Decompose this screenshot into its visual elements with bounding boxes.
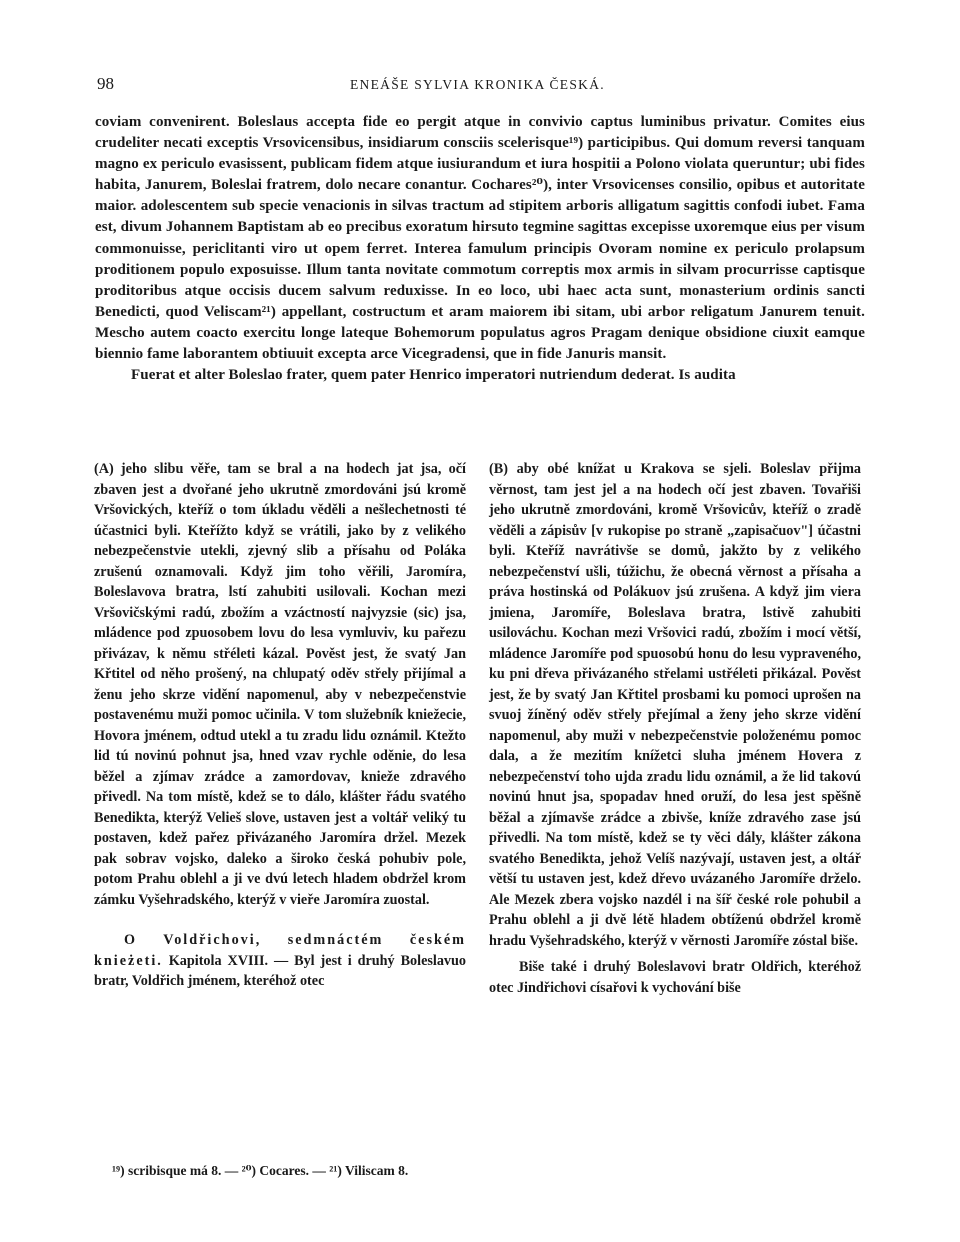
latin-text-block xyxy=(95,112,865,386)
footnotes: ¹⁹) scribisque má 8. — ²⁰) Cocares. — ²¹) Viliscam 8. xyxy=(112,1163,409,1178)
page-number: 98 xyxy=(97,74,114,93)
czech-column-b xyxy=(489,459,861,998)
column-a-paragraph: (A) jeho slibu věře, tam se bral a na hodech jat jsa, očí zbaven jest a dvořané jeho ukrutně zmordováni jsú kromě Vršovických, kteříž o tom úkladu věděli a nešlechetnosti té účastnici byli. Kteřížto když se vrátili, jako by z velikého nebezpečenstvie utekli, zjevný slib a přísahu od Poláka zrušenú oznamovali. Když jim toho věřili, Jaromíra, Boleslavova bratra, lstí zahubiti usilovali. Kochan mezi Vršovičskými radú, zbožím a vzáctností najvyzsie (sic) jsa, mládence pod zpuosobem lovu do lesa vymluviv, ku pařezu přivázav, k němu střéleti kázal. Pověst jest, že svatý Jan Křtitel od něho prošený, na chlupatý oděv střely přijímal a ženu jeho skrze vidění napomenul, aby v nebezpečenstvie postavenému muži pomoc učinila. V tom služebník kniežecie, Hovora jménem, odtud utekl a tu zradu lidu oznámil. Ktežto lid tú novinú pohnut jsa, hned vzav rychle oděnie, do lesa běžel a zjímav zrádce a zamordovav, knieže zdravého přivedl. Na tom místě, kdež se to dálo, klášter řádu svatého Benedikta, kterýž Velieš slove, ustaven jest a voltář veliký tu postaven, kdež pařez přivázaného Jaromíra držel. Mezek pak sobrav vojsko, daleko a široko česká pohubiv pole, potom Prahu oblehl a ji ve dvú letech hladem obdržel krom zámku Vyšehradského, kterýž v vieře Jaromíra zuostal. xyxy=(94,461,466,908)
latin-paragraph-2: Fuerat et alter Boleslao frater, quem pater Henrico imperatori nutriendum dederat. Is audita xyxy=(131,367,736,384)
latin-paragraph-1: coviam convenirent. Boleslaus accepta fide eo pergit atque in convivio captus luminibus privatur. Comites eius crudeliter necati exceptis Vrsovicensibus, insidiarum consciis scelerisque¹⁹) participibus. Qui domum reversi tanquam magno ex periculo evasissent, publicam fidem atque iusiurandum et iura hospitii a Polono violata queruntur; ubi fides habita, Janurem, Boleslai fratrem, dolo necare conantur. Cochares²⁰), inter Vrsovicenses consilio, opibus et autoritate maior. adolescentem sub specie venacionis in silvas tractum ad stipitem arboris alligatum sagittis confodi iubet. Fama est, divum Johannem Baptistam ab eo precibus exoratum hirsuto tegmine sagittas excepisse uxoremque eius per visum commonuisse, periclitanti viro ut opem ferret. Interea famulum principis Ovoram nomine ex periculo prolapsum proditionem populo exposuisse. Illum tanta novitate commotum correptis mox armis in silvam procurrisse captisque proditoribus atque occisis ducem salvum reduxisse. In eo loco, ubi haec acta sunt, monasterium ordinis sancti Benedicti, quod Veliscam²¹) appellant, costructum et aram maiorem ibi sitam, ubi arbor religatum Janurem tenuit. Mescho autem coacto exercitu longe lateque Bohemorum populatus agros Pragam denique obsidione ciuxit eamque biennio fame laborantem obtiuuit excepta arce Vicegradensi, que in fide Januris mansit. xyxy=(95,114,865,363)
chapter-text: — Byl jest i druhý Boleslavuo bratr, Voldřich jménem, kteréhož otec xyxy=(94,952,467,989)
czech-column-a xyxy=(94,459,466,992)
column-b-paragraph-2: Biše také i druhý Boleslavovi bratr Oldřich, kteréhož otec Jindřichovi císařovi k vychování biše xyxy=(489,959,861,996)
chapter-title: O Voldřichovi, sedmnáctém českém knieżeti. xyxy=(94,932,466,969)
running-head: ENEÁŠE SYLVIA KRONIKA ČESKÁ. xyxy=(350,77,605,92)
chapter-heading xyxy=(94,930,466,992)
chapter-label: Kapitola XVIII. xyxy=(168,952,269,969)
column-b-paragraph: (B) aby obé knížat u Krakova se sjeli. Boleslav přijma věrnost, tam jest jel a na hodech očí jest zbaven. Tovařiši jeho ukrutně zmordováni, kromě Vršovicův, kteříž o zradě věděli a zápisův [v rukopise po straně „zapisačuov"] účastni byli. Kteříž navrátivše se domů, jakžto by z velikého nebezpečenství ušli, túžichu, že obecná věrnost a přísaha a práva hostinská od Polákuov jsú zrušena. A když jim viera jmiena, Jaromíře, Boleslava bratra, lstivě zahubiti usilováchu. Kochan mezi Vršovici radú, zbožím i mocí větší, mládence Jaromíře pod spuosobú honu do lesu vypraveného, ku pni dřeva přivázaného střelami ustřéleti přikázal. Pověst jest, že by svatý Jan Křtitel prosbami ku pomoci uprošen na svuoj žíněný oděv střely přejímal a ženy jeho skrze vidění napomenul, aby muži v nebezpečenstvie položenému pomoc dala, a že mezitím knížetci sluha jménem Hovera z nebezpečenství toho ujda zradu lidu oznámil, a že lid takovú novinú hnut jsa, spopadav hned oruží, do lesa jest spěšně běžal a zjímavše zrádce a zbivše, kníže zdravého zase jsú přivedli. Na tom místě, kdež se ty věci dály, klášter zákona svatého Benedikta, jehož Velíš nazývají, ustaven jest, a oltář větší tu ustaven jest, kdež dřevo uvázaného Jaromíře drželo. Ale Mezek zbera vojsko nazdél i na šíř české role pohubil a Prahu oblehl a ji dvě létě hladem obtíženú obdržel kromě hradu Vyšehradského, kterýž v věrnosti Jaromíře zóstal biše. xyxy=(489,461,861,949)
